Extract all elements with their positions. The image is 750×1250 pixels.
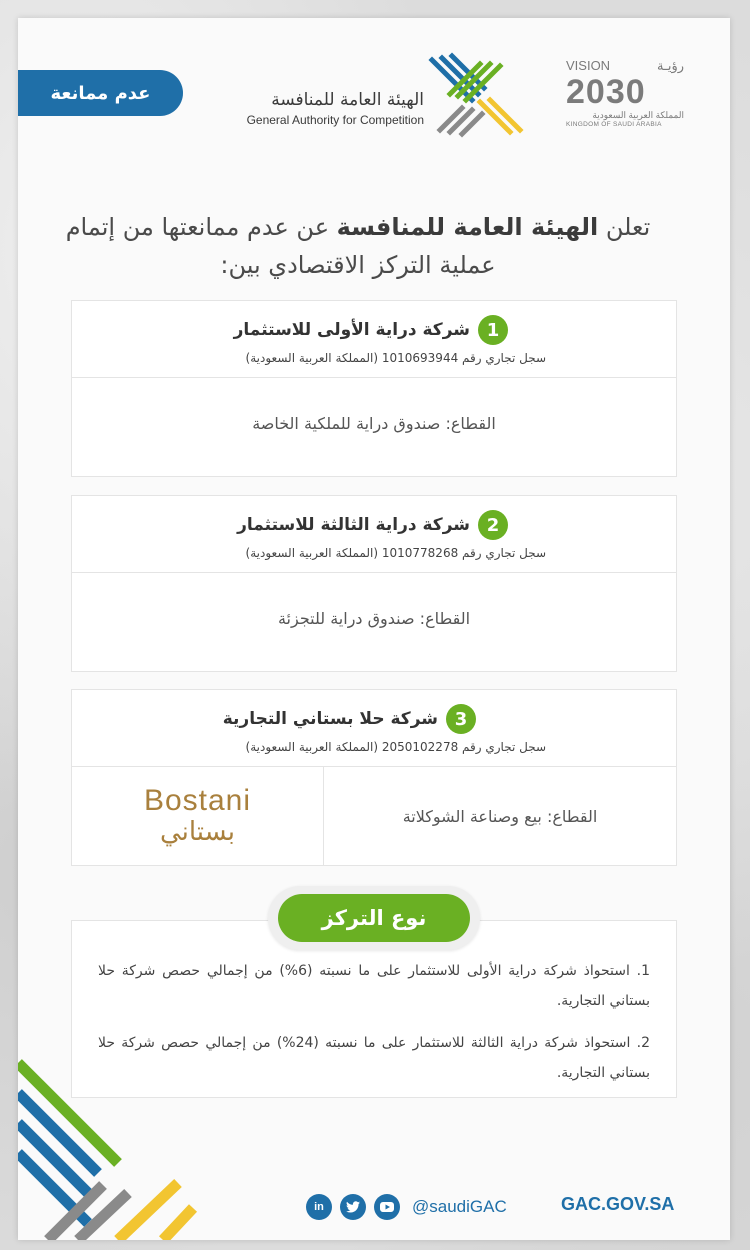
company-title — [237, 510, 508, 540]
linkedin-icon[interactable]: in — [306, 1194, 332, 1220]
authority-name-ar: الهيئة العامة للمنافسة — [271, 90, 424, 110]
headline — [58, 208, 658, 284]
company-registration: سجل تجاري رقم 1010778268 (المملكة العربية السعودية) — [245, 546, 546, 560]
company-title — [223, 704, 476, 734]
concentration-title: نوع التركز — [278, 894, 470, 942]
number-badge: 1 — [478, 315, 508, 345]
company-card-2 — [71, 495, 677, 672]
twitter-icon[interactable] — [340, 1194, 366, 1220]
company-header — [72, 301, 676, 378]
bostani-logo-en: Bostani — [143, 784, 252, 817]
vision-2030-logo — [566, 58, 684, 138]
youtube-icon[interactable] — [374, 1194, 400, 1220]
concentration-item-1: 1. استحواذ شركة دراية الأولى للاستثمار على ما نسبته (6%) من إجمالي حصص شركة حلا بستاني التجارية. — [98, 963, 650, 1009]
company-sector: القطاع: بيع وصناعة الشوكلاتة — [402, 806, 598, 826]
status-badge: عدم ممانعة — [18, 70, 183, 116]
vision-ar: رؤيـة — [657, 58, 684, 73]
gac-logo-icon — [410, 50, 525, 140]
bostani-logo — [72, 767, 324, 865]
company-header — [72, 496, 676, 573]
company-registration: سجل تجاري رقم 2050102278 (المملكة العربية السعودية) — [245, 740, 546, 754]
number-badge: 2 — [478, 510, 508, 540]
vision-kingdom-ar: المملكة العربية السعودية — [592, 110, 684, 120]
headline-part2: عن عدم ممانعتها من إتمام عملية التركز الاقتصادي بين: — [65, 213, 496, 279]
social-handle[interactable]: @saudiGAC — [412, 1197, 507, 1216]
vision-kingdom-en: KINGDOM OF SAUDI ARABIA — [566, 121, 662, 128]
headline-part1: تعلن — [598, 213, 651, 241]
authority-name — [224, 90, 424, 127]
concentration-item-2: 2. استحواذ شركة دراية الثالثة للاستثمار على ما نسبته (24%) من إجمالي حصص شركة حلا بستاني التجارية. — [98, 1035, 650, 1081]
company-registration: سجل تجاري رقم 1010693944 (المملكة العربية السعودية) — [245, 351, 546, 365]
company-header — [72, 690, 676, 767]
headline-bold: الهيئة العامة للمنافسة — [336, 213, 599, 241]
bostani-logo-ar: بستاني — [159, 817, 236, 847]
vision-year: 2030 — [566, 73, 646, 111]
company-card-3 — [71, 689, 677, 866]
company-name: شركة دراية الأولى للاستثمار — [233, 320, 470, 340]
company-sector-area — [72, 573, 676, 671]
company-sector: القطاع: صندوق دراية للتجزئة — [277, 609, 471, 628]
website-link[interactable]: GAC.GOV.SA — [561, 1194, 675, 1214]
social-links — [306, 1194, 507, 1220]
announcement-card — [18, 18, 730, 1240]
authority-name-en: General Authority for Competition — [246, 113, 424, 127]
company-card-1 — [71, 300, 677, 477]
company-sector-area — [72, 378, 676, 476]
number-badge: 3 — [446, 704, 476, 734]
company-name: شركة حلا بستاني التجارية — [222, 709, 438, 729]
vision-en: VISION — [566, 58, 611, 73]
company-sector: القطاع: صندوق دراية للملكية الخاصة — [252, 414, 496, 433]
company-title — [234, 315, 508, 345]
gac-corner-logo-icon — [18, 1053, 208, 1240]
company-name: شركة دراية الثالثة للاستثمار — [237, 515, 470, 535]
company-sector-area — [72, 767, 676, 865]
